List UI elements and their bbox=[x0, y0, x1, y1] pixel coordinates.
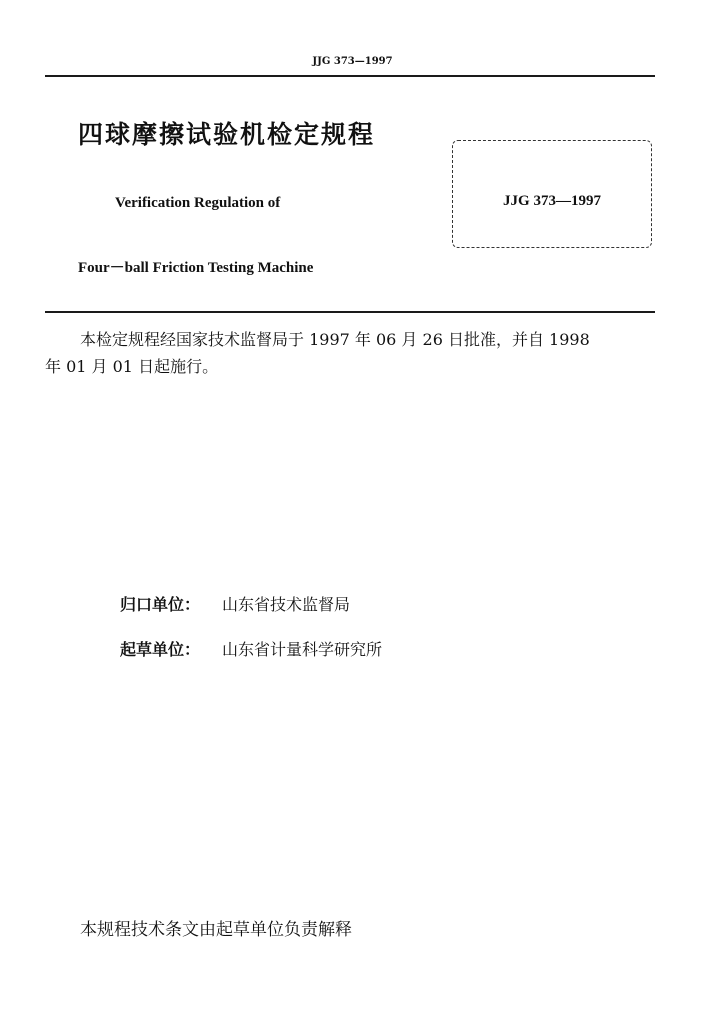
document-title-english-line-1: Verification Regulation of bbox=[115, 195, 281, 211]
running-header-code: JJG 373—1997 bbox=[312, 56, 393, 67]
document-title-english-line-2: Four－ball Friction Testing Machine bbox=[78, 260, 314, 276]
responsible-unit-label: 归口单位： bbox=[120, 595, 201, 614]
responsible-unit-value: 山东省技术监督局 bbox=[222, 595, 351, 614]
interpretation-note: 本规程技术条文由起草单位负责解释 bbox=[80, 920, 352, 940]
header-rule bbox=[45, 75, 655, 77]
section-rule bbox=[45, 311, 655, 313]
regulation-code-box bbox=[452, 140, 652, 248]
document-title-chinese: 四球摩擦试验机检定规程 bbox=[78, 120, 376, 149]
approval-paragraph-line-2: 年 01 月 01 日起施行。 bbox=[45, 357, 219, 376]
drafting-unit-label: 起草单位： bbox=[120, 640, 201, 659]
approval-paragraph-line-1: 本检定规程经国家技术监督局于 1997 年 06 月 26 日批准，并自 1998 bbox=[80, 330, 590, 349]
drafting-unit-value: 山东省计量科学研究所 bbox=[222, 640, 383, 659]
regulation-code: JJG 373—1997 bbox=[503, 193, 601, 209]
